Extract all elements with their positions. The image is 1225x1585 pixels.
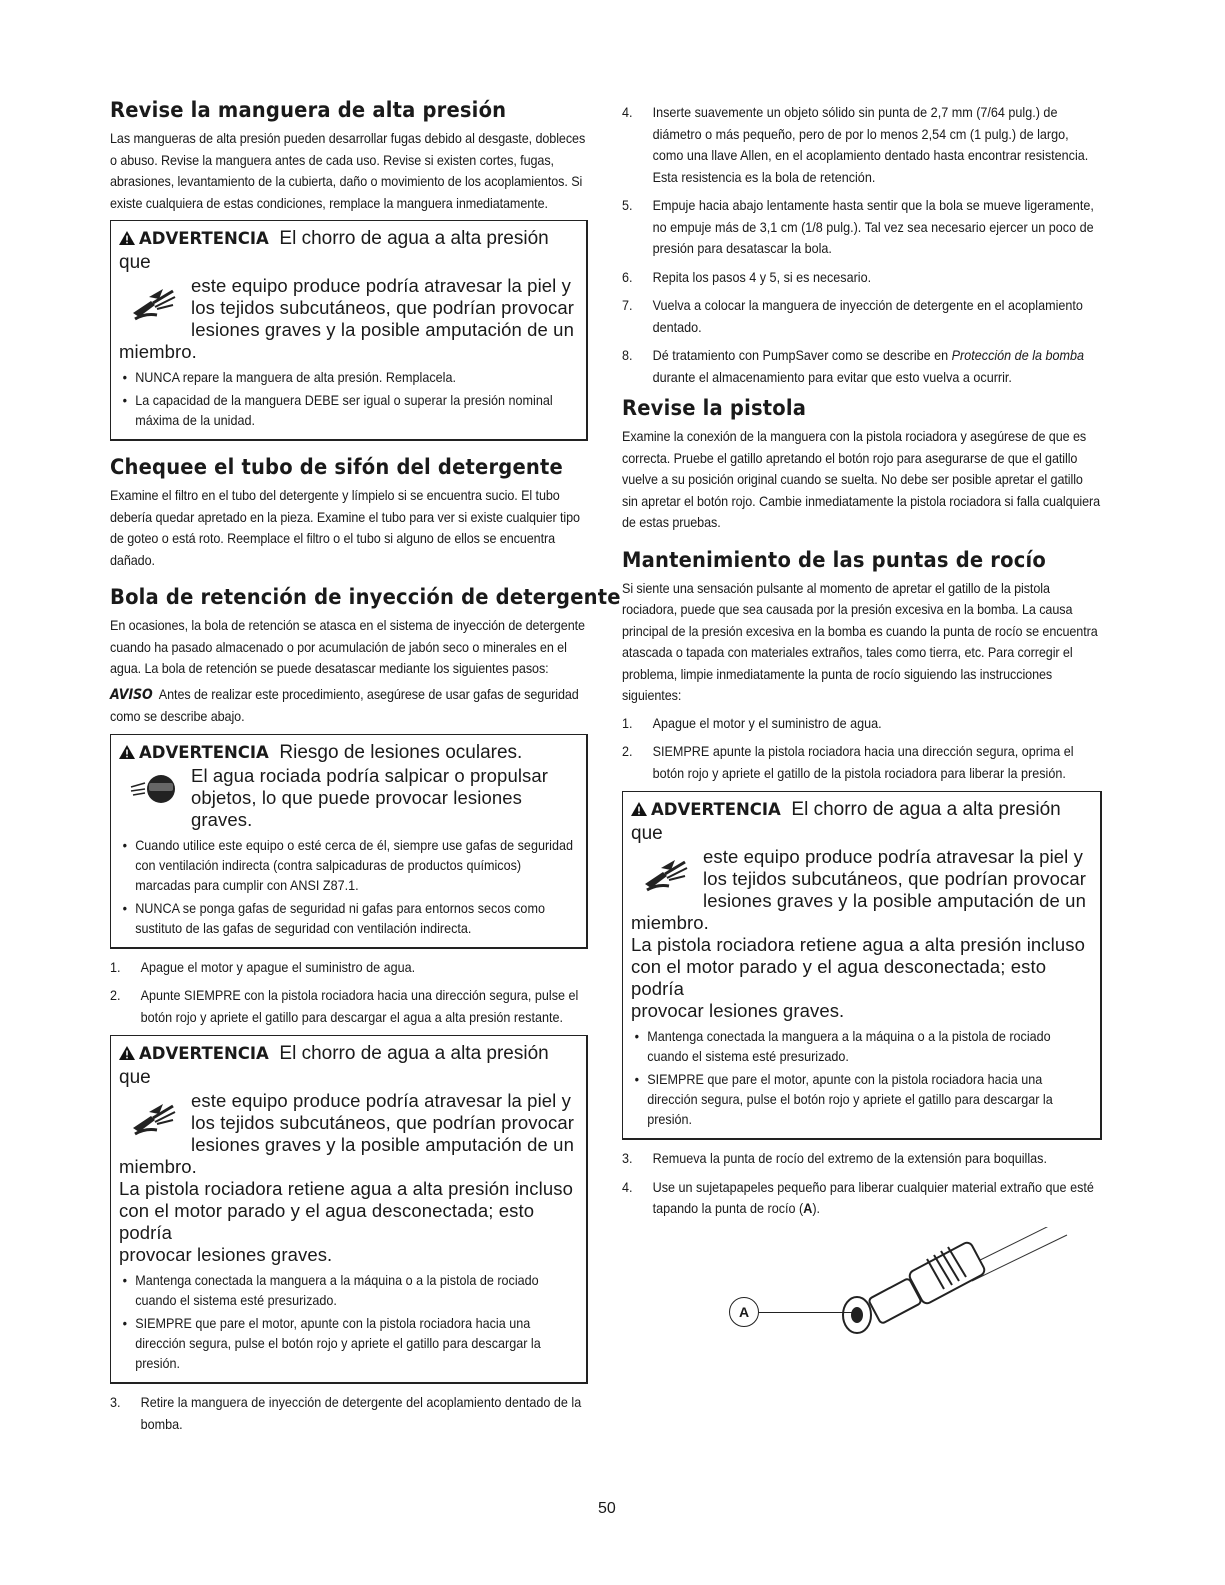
section-title-nozzle: Mantenimiento de las puntas de rocío <box>622 547 1046 572</box>
section-title-siphon: Chequee el tubo de sifón del detergente <box>110 455 563 479</box>
gun-paragraph: Examine la conexión de la manguera con la pistola rociadora y asegúrese de que es correcta. Pruebe el gatillo apretando el botón rojo para asegurarse de que el gatillo vuelve a su posición original cuando se suelta. No debe ser posible apretar el gatillo sin apretar el botón rojo. Cambie inmediatamente la pistola rociadora si falla cualquiera de estas pruebas. <box>622 428 1101 530</box>
left-column <box>110 98 621 1442</box>
step-item: 2. Apunte SIEMPRE con la pistola rociadora hacia una dirección segura, pulse el botón rojo y apriete el gatillo para descargar el agua a alta presión restante. <box>110 987 579 1025</box>
warning-triangle-icon <box>119 742 135 756</box>
warning-box-hose: ADVERTENCIA El chorro de agua a alta presión que este equipo produce podría atravesar la piel y los tejidos subcutáneos, que podrían provocar lesiones graves y la posible amputación de un miembro. • NUNCA repare la manguera de alta presión. Remplacela. • La capacidad de la manguera DEBE ser igual o superar la presión nominal máxima de la unidad. <box>110 220 588 441</box>
step-item: 5. Empuje hacia abajo lentamente hasta sentir que la bola se mueve ligeramente, no empuje más de 3,1 cm (1/8 pulg.). Tal vez sea necesario ejercer un poco de presión para desatascar la bola. <box>622 197 1094 256</box>
notice-label: AVISO <box>110 686 153 703</box>
nozzle-illustration <box>622 1227 1102 1337</box>
warning-label: ADVERTENCIA <box>139 742 269 762</box>
callout-a: A <box>729 1297 759 1327</box>
warning-box-nozzle: ADVERTENCIA El chorro de agua a alta presión que este equipo produce podría atravesar la piel y los tejidos subcutáneos, que podrían provocar lesiones graves y la posible amputación de un miembro. La pistola rociadora retiene agua a alta presión incluso con el motor parado y el agua desconectada; esto podría provocar lesiones graves. • Mantenga conectada la manguera a la máquina o a la pistola de rociado cuando el sistema esté presurizado. • SIEMPRE que pare el motor, apunte con la pistola rociadora hacia una dirección segura, pulse el botón rojo y apriete el gatillo para descargar la presión. <box>622 791 1102 1140</box>
step-item: 6. Repita los pasos 4 y 5, si es necesario. <box>622 268 872 285</box>
warning-bullet: • NUNCA se ponga gafas de seguridad ni gafas para entornos secos como sustituto de las gafas de seguridad con ventilación indirecta. <box>119 898 578 938</box>
step-item: 3. Retire la manguera de inyección de detergente del acoplamiento dentado de la bomba. <box>110 1394 582 1432</box>
injection-hazard-icon <box>129 283 179 328</box>
warning-triangle-icon <box>631 799 647 813</box>
warning-bullet: • Mantenga conectada la manguera a la máquina o a la pistola de rociado cuando el sistema esté presurizado. <box>631 1026 1092 1066</box>
check-ball-paragraph: En ocasiones, la bola de retención se atasca en el sistema de inyección de detergente cuando ha pasado almacenado o por acumulación de jabón seco o minerales en el agua. La bola de retención se puede desatascar mediante los siguientes pasos: <box>110 617 585 676</box>
warning-bullet: • Mantenga conectada la manguera a la máquina o a la pistola de rociado cuando el sistema esté presurizado. <box>119 1270 578 1310</box>
nozzle-paragraph: Si siente una sensación pulsante al momento de apretar el gatillo de la pistola rociadora, puede que sea causada por la presión excesiva en la bomba. La causa principal de la presión excesiva en la bomba es cuando la punta de rocío se encuentra atascada o tapada con materiales extraños, tales como tierra, etc. Para corregir el problema, limpie inmediatamente la punta de rocío siguiendo las instrucciones siguientes: <box>622 579 1098 703</box>
section-title-gun: Revise la pistola <box>622 396 807 420</box>
injection-hazard-icon <box>129 1098 179 1143</box>
step-item: 1. Apague el motor y el suministro de agua. <box>622 714 882 731</box>
warning-label: ADVERTENCIA <box>139 229 269 248</box>
step-item: 1. Apague el motor y apague el suministro de agua. <box>110 958 416 975</box>
step-item: 2. SIEMPRE apunte la pistola rociadora hacia una dirección segura, oprima el botón rojo y apriete el gatillo de la pistola rociadora para liberar la presión. <box>622 743 1074 781</box>
pump-protection-reference: Protección de la bomba <box>951 347 1085 363</box>
warning-triangle-icon <box>119 1043 135 1057</box>
section-title-check-ball: Bola de retención de inyección de detergente <box>110 585 621 609</box>
notice-paragraph: AVISO Antes de realizar este procedimiento, asegúrese de usar gafas de seguridad como se describe abajo. <box>110 685 579 724</box>
right-column <box>622 100 1102 1337</box>
step-item: 3. Remueva la punta de rocío del extremo de la extensión para boquillas. <box>622 1150 1047 1166</box>
warning-bullet: • Cuando utilice este equipo o esté cerca de él, siempre use gafas de seguridad con ventilación indirecta (contra salpicaduras de productos químicos) marcadas para cumplir con ANSI Z87.1. <box>119 835 578 895</box>
eye-hazard-icon <box>129 767 181 814</box>
warning-bullet: • La capacidad de la manguera DEBE ser igual o superar la presión nominal máxima de la unidad. <box>119 390 578 430</box>
warning-label: ADVERTENCIA <box>651 800 781 819</box>
warning-bullet: • NUNCA repare la manguera de alta presión. Remplacela. <box>119 367 578 387</box>
section-title-hose: Revise la manguera de alta presión <box>110 98 507 122</box>
hose-paragraph: Las mangueras de alta presión pueden desarrollar fugas debido al desgaste, dobleces o abuso. Revise la manguera antes de cada uso. Revise si existen cortes, fugas, abrasiones, levantamiento de la cubierta, daño o movimiento de los acoplamientos. Si existe cualquiera de estas condiciones, remplace la manguera inmediatamente. <box>110 130 586 211</box>
warning-bullet: • SIEMPRE que pare el motor, apunte con la pistola rociadora hacia una dirección segura, pulse el botón rojo y apriete el gatillo para descargar la presión. <box>631 1069 1092 1129</box>
injection-hazard-icon <box>641 854 691 899</box>
warning-box-eye: ADVERTENCIA Riesgo de lesiones oculares. El agua rociada podría salpicar o propulsar objetos, lo que puede provocar lesiones graves. • Cuando utilice este equipo o esté cerca de él, siempre use gafas de seguridad con ventilación indirecta (contra salpicaduras de productos químicos) marcadas para cumplir con ANSI Z87.1. • NUNCA se ponga gafas de seguridad ni gafas para entornos secos como sustituto de las gafas de seguridad con ventilación indirecta. <box>110 734 588 949</box>
siphon-paragraph: Examine el filtro en el tubo del detergente y límpielo si se encuentra sucio. El tubo debería quedar apretado en la pieza. Examine el tubo para ver si existe cualquier tipo de goteo o está roto. Reemplace el filtro o el tubo si alguno de ellos se encuentra dañado. <box>110 487 580 568</box>
warning-label: ADVERTENCIA <box>139 1044 269 1063</box>
step-item: 7. Vuelva a colocar la manguera de inyección de detergente en el acoplamiento dentado. <box>622 297 1083 335</box>
warning-box-pressure: ADVERTENCIA El chorro de agua a alta presión que este equipo produce podría atravesar la piel y los tejidos subcutáneos, que podrían provocar lesiones graves y la posible amputación de un miembro. La pistola rociadora retiene agua a alta presión incluso con el motor parado y el agua desconectada; esto podría provocar lesiones graves. • Mantenga conectada la manguera a la máquina o a la pistola de rociado cuando el sistema esté presurizado. • SIEMPRE que pare el motor, apunte con la pistola rociadora hacia una dirección segura, pulse el botón rojo y apriete el gatillo para descargar la presión. <box>110 1035 588 1384</box>
page-number: 50 <box>598 1500 616 1517</box>
callout-leader-line <box>759 1312 857 1314</box>
step-item: 8. Dé tratamiento con PumpSaver como se describe en Protección de la bomba durante el almacenamiento para evitar que esto vuelva a ocurrir. <box>622 347 1085 385</box>
step-item: 4. Use un sujetapapeles pequeño para liberar cualquier material extraño que esté tapando la punta de rocío (A). <box>622 1178 1094 1216</box>
warning-bullet: • SIEMPRE que pare el motor, apunte con la pistola rociadora hacia una dirección segura, pulse el botón rojo y apriete el gatillo para descargar la presión. <box>119 1313 578 1373</box>
warning-triangle-icon <box>119 228 135 242</box>
step-item: 4. Inserte suavemente un objeto sólido sin punta de 2,7 mm (7/64 pulg.) de diámetro o más pequeño, pero de por lo menos 2,54 cm (1 pulg.) de largo, como una llave Allen, en el acoplamiento dentado hasta encontrar resistencia. Esta resistencia es la bola de retención. <box>622 104 1089 185</box>
